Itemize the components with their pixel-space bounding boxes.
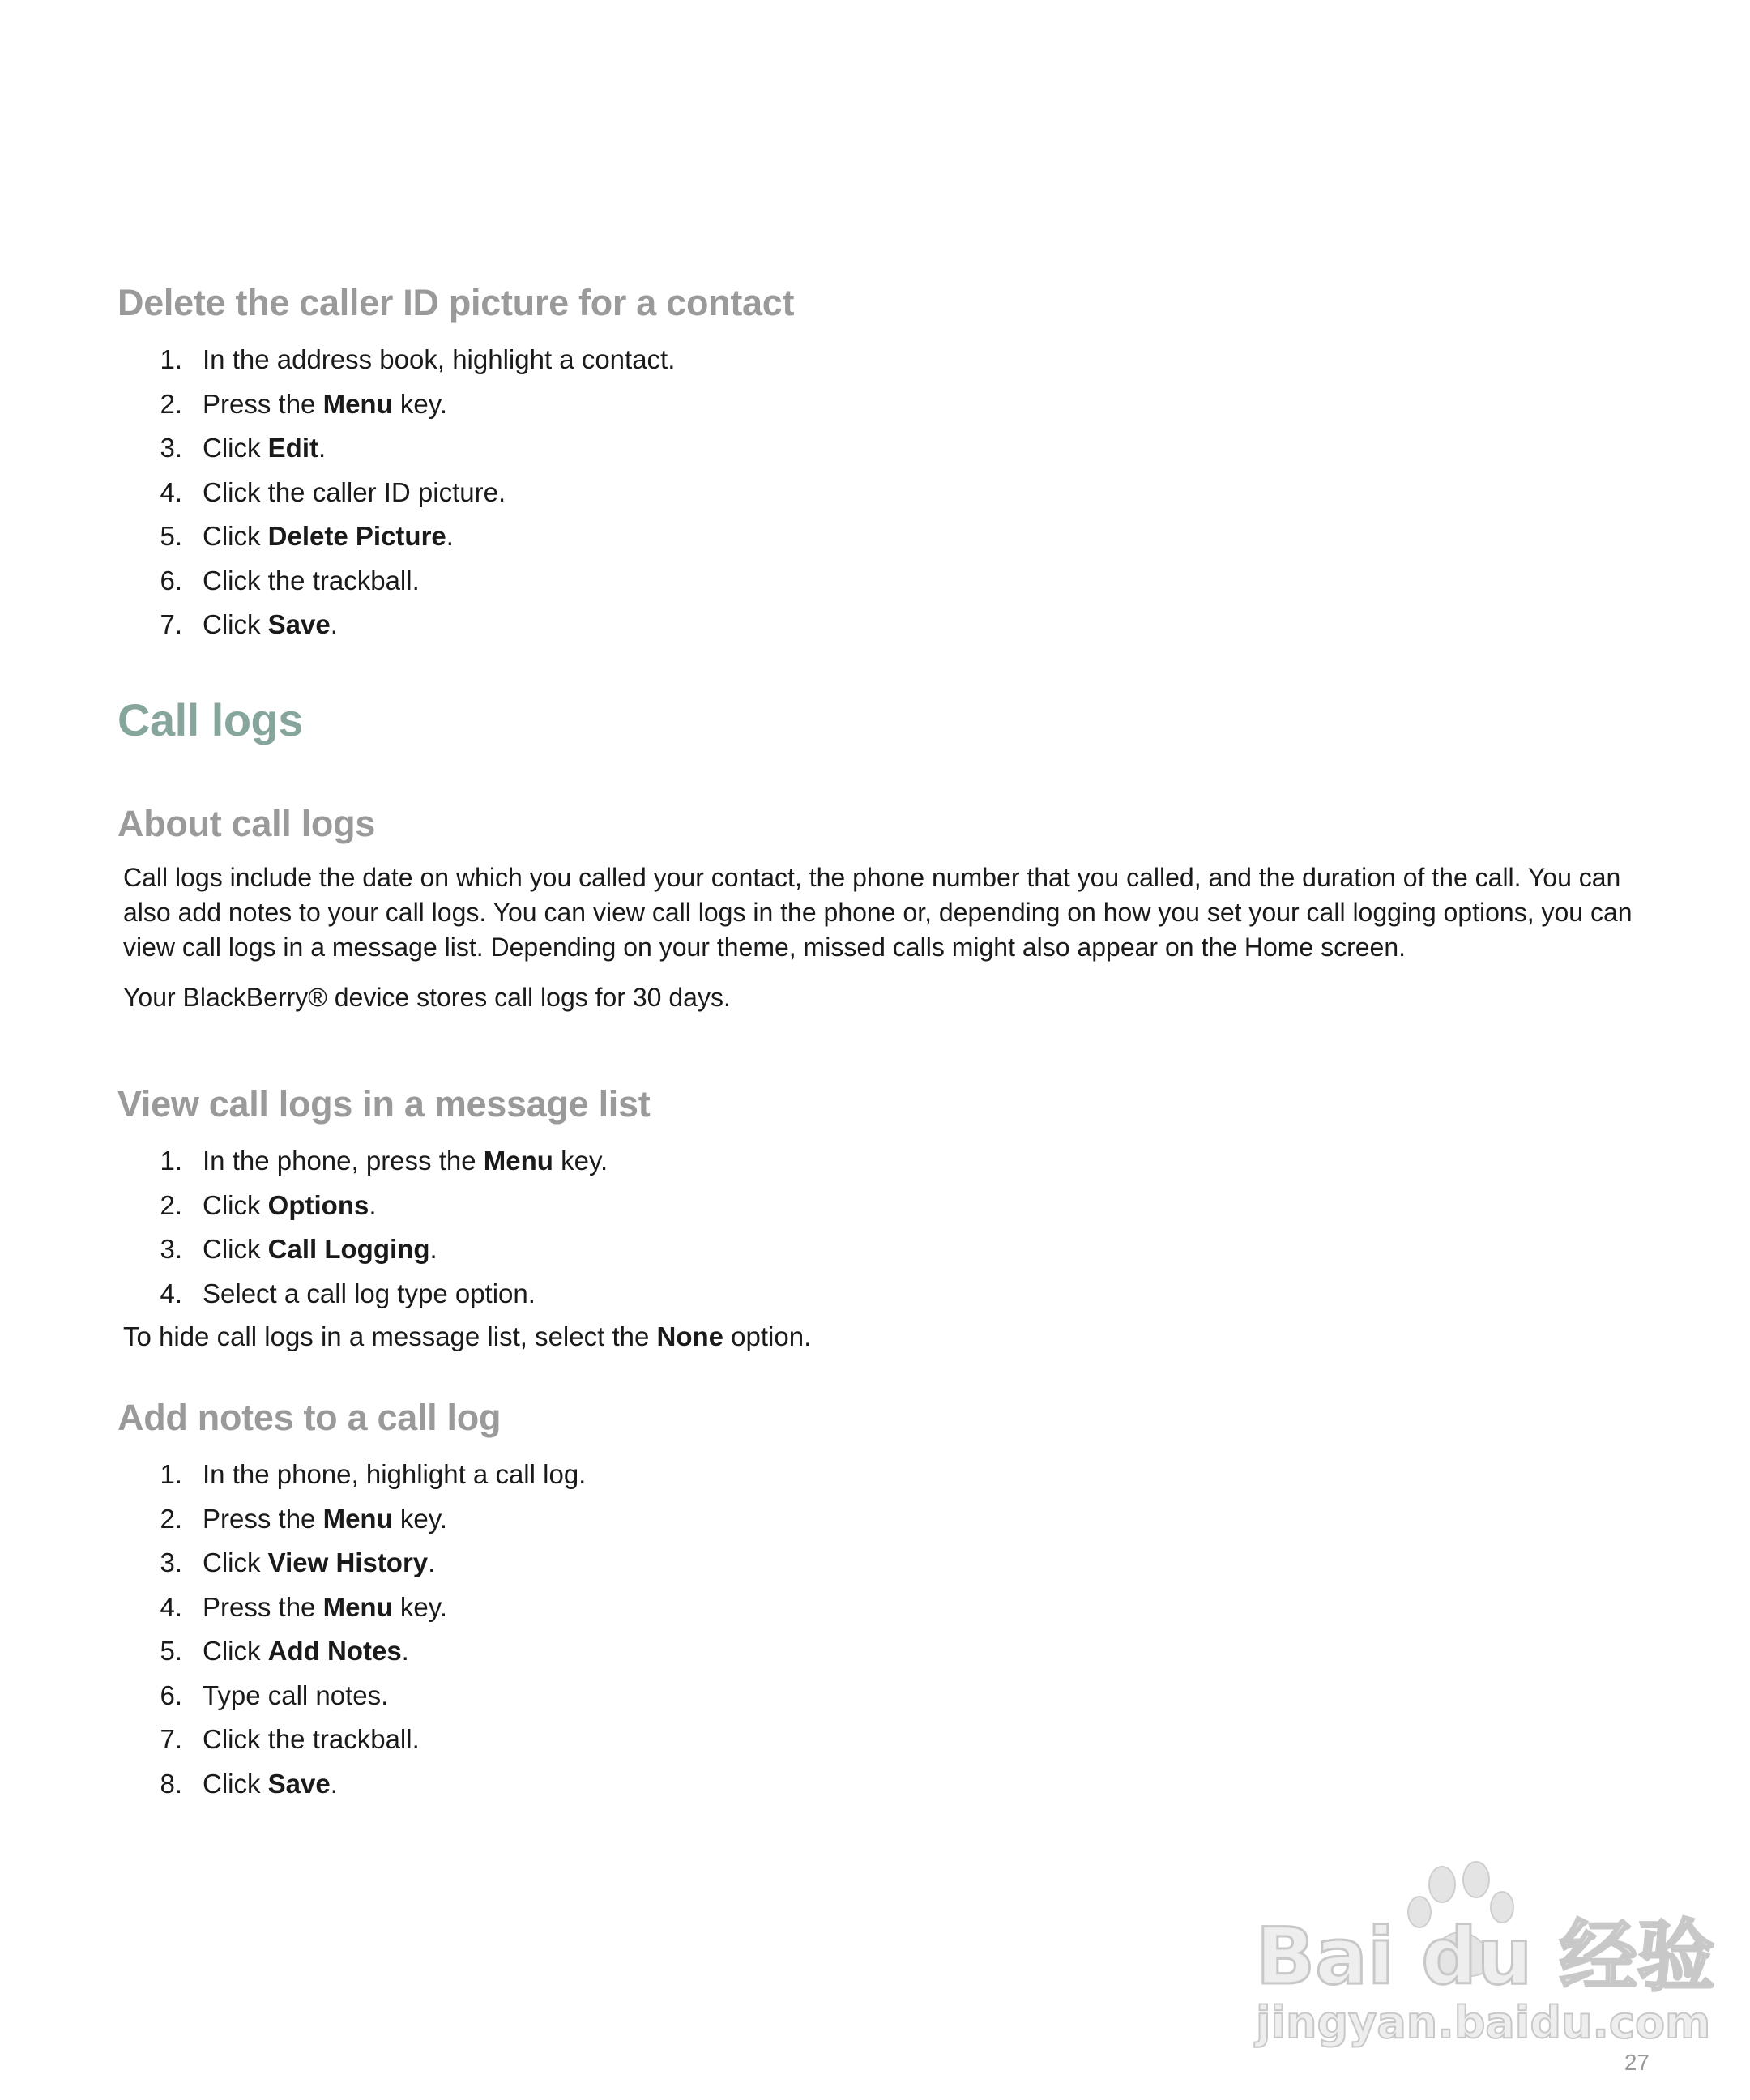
step-text: In the phone, highlight a call log. bbox=[203, 1459, 587, 1489]
step-bold-text: Delete Picture bbox=[267, 521, 446, 551]
steps-list bbox=[117, 1453, 1657, 1806]
step-text: Select a call log type option. bbox=[203, 1278, 536, 1308]
step-bold-text: Menu bbox=[322, 388, 393, 419]
step-item bbox=[117, 1674, 1657, 1718]
body-paragraph: Call logs include the date on which you called your contact, the phone number that you called, and the duration of the call. You can also add notes to your call logs. You can view call logs in the phone or, depending on how you set your call logging options, you can view call logs in a message list. Depending on your theme, missed calls might also appear on the Home screen. bbox=[123, 863, 1633, 962]
step-item bbox=[117, 1227, 1657, 1272]
step-text: . bbox=[429, 1234, 438, 1264]
step-text: key. bbox=[392, 1503, 447, 1534]
step-item bbox=[117, 1541, 1657, 1586]
steps-list bbox=[117, 1139, 1657, 1316]
note-bold-text: None bbox=[656, 1321, 724, 1351]
step-text: Click bbox=[203, 433, 268, 463]
step-number: 2. bbox=[160, 388, 182, 419]
chapter-call-logs bbox=[117, 693, 1657, 747]
step-text: Click bbox=[203, 1636, 268, 1666]
step-bold-text: Menu bbox=[322, 1591, 393, 1622]
step-text: Click the trackball. bbox=[203, 565, 420, 595]
step-text: Press the bbox=[203, 388, 323, 419]
step-text: Click the caller ID picture. bbox=[203, 476, 506, 507]
section-title: About call logs bbox=[117, 803, 376, 844]
step-item bbox=[117, 1586, 1657, 1630]
step-text: key. bbox=[392, 1591, 447, 1622]
baidu-watermark bbox=[1248, 1855, 1715, 2050]
step-text: . bbox=[330, 1768, 338, 1799]
step-text: . bbox=[401, 1636, 409, 1666]
step-text: key. bbox=[392, 388, 447, 419]
step-text: . bbox=[446, 521, 454, 551]
step-text: Click bbox=[203, 521, 268, 551]
step-item bbox=[117, 1629, 1657, 1674]
step-bold-text: Add Notes bbox=[267, 1636, 402, 1666]
step-number: 1. bbox=[160, 1146, 182, 1176]
step-bold-text: Edit bbox=[267, 433, 318, 463]
step-item bbox=[117, 426, 1657, 471]
watermark-brand-text: Bai du 经验 bbox=[1256, 1911, 1715, 2002]
step-text: In the phone, press the bbox=[203, 1146, 484, 1176]
step-number: 4. bbox=[160, 1591, 182, 1622]
section-view-call-logs bbox=[117, 1082, 1657, 1354]
step-number: 7. bbox=[160, 1724, 182, 1754]
step-item bbox=[117, 514, 1657, 559]
note-paragraph bbox=[117, 1319, 1657, 1354]
step-number: 5. bbox=[160, 1636, 182, 1666]
step-item bbox=[117, 559, 1657, 604]
step-item bbox=[117, 1762, 1657, 1807]
step-number: 5. bbox=[160, 521, 182, 551]
section-about-call-logs bbox=[117, 802, 1657, 1015]
step-bold-text: View History bbox=[267, 1547, 429, 1577]
step-bold-text: Save bbox=[267, 609, 331, 639]
step-number: 3. bbox=[160, 433, 182, 463]
step-item bbox=[117, 338, 1657, 382]
step-text: Click bbox=[203, 1189, 268, 1220]
step-number: 3. bbox=[160, 1547, 182, 1577]
step-number: 7. bbox=[160, 609, 182, 639]
step-text: . bbox=[318, 433, 327, 463]
steps-list bbox=[117, 338, 1657, 647]
section-title: View call logs in a message list bbox=[117, 1083, 651, 1125]
step-text: Click bbox=[203, 1768, 268, 1799]
step-bold-text: Menu bbox=[483, 1146, 553, 1176]
step-item bbox=[117, 603, 1657, 647]
step-text: . bbox=[330, 609, 338, 639]
step-text: Click bbox=[203, 609, 268, 639]
step-item bbox=[117, 1139, 1657, 1184]
step-item bbox=[117, 1272, 1657, 1317]
step-text: key. bbox=[553, 1146, 608, 1176]
step-text: Click bbox=[203, 1234, 268, 1264]
step-text: Type call notes. bbox=[203, 1680, 389, 1710]
step-item bbox=[117, 1497, 1657, 1542]
page-number: 27 bbox=[1624, 2050, 1650, 2075]
step-bold-text: Options bbox=[267, 1189, 369, 1220]
step-item bbox=[117, 1184, 1657, 1228]
step-bold-text: Call Logging bbox=[267, 1234, 430, 1264]
step-number: 2. bbox=[160, 1189, 182, 1220]
section-add-notes bbox=[117, 1396, 1657, 1806]
step-text: . bbox=[428, 1547, 436, 1577]
step-number: 2. bbox=[160, 1503, 182, 1534]
step-text: Click the trackball. bbox=[203, 1724, 420, 1754]
step-item bbox=[117, 1718, 1657, 1762]
step-bold-text: Save bbox=[267, 1768, 331, 1799]
step-bold-text: Menu bbox=[322, 1503, 393, 1534]
step-number: 4. bbox=[160, 1278, 182, 1308]
section-title: Delete the caller ID picture for a contact bbox=[117, 282, 795, 323]
watermark-url-text: jingyan.baidu.com bbox=[1256, 1997, 1711, 2048]
step-number: 8. bbox=[160, 1768, 182, 1799]
step-number: 6. bbox=[160, 565, 182, 595]
baidu-paw-logo-icon bbox=[1248, 1855, 1715, 2050]
step-number: 6. bbox=[160, 1680, 182, 1710]
step-text: Press the bbox=[203, 1503, 323, 1534]
section-title: Add notes to a call log bbox=[117, 1397, 502, 1438]
step-text: In the address book, highlight a contact. bbox=[203, 344, 676, 374]
step-text: . bbox=[369, 1189, 377, 1220]
step-text: Click bbox=[203, 1547, 268, 1577]
step-number: 3. bbox=[160, 1234, 182, 1264]
step-item bbox=[117, 1453, 1657, 1497]
step-item bbox=[117, 382, 1657, 427]
step-number: 1. bbox=[160, 344, 182, 374]
step-number: 1. bbox=[160, 1459, 182, 1489]
chapter-title: Call logs bbox=[117, 694, 303, 745]
step-text: Press the bbox=[203, 1591, 323, 1622]
step-item bbox=[117, 471, 1657, 515]
body-paragraph: Your BlackBerry® device stores call logs for 30 days. bbox=[123, 983, 731, 1012]
step-number: 4. bbox=[160, 476, 182, 507]
section-delete-caller-id-picture bbox=[117, 281, 1657, 647]
note-text: To hide call logs in a message list, select the bbox=[123, 1321, 657, 1351]
note-text: option. bbox=[723, 1321, 812, 1351]
